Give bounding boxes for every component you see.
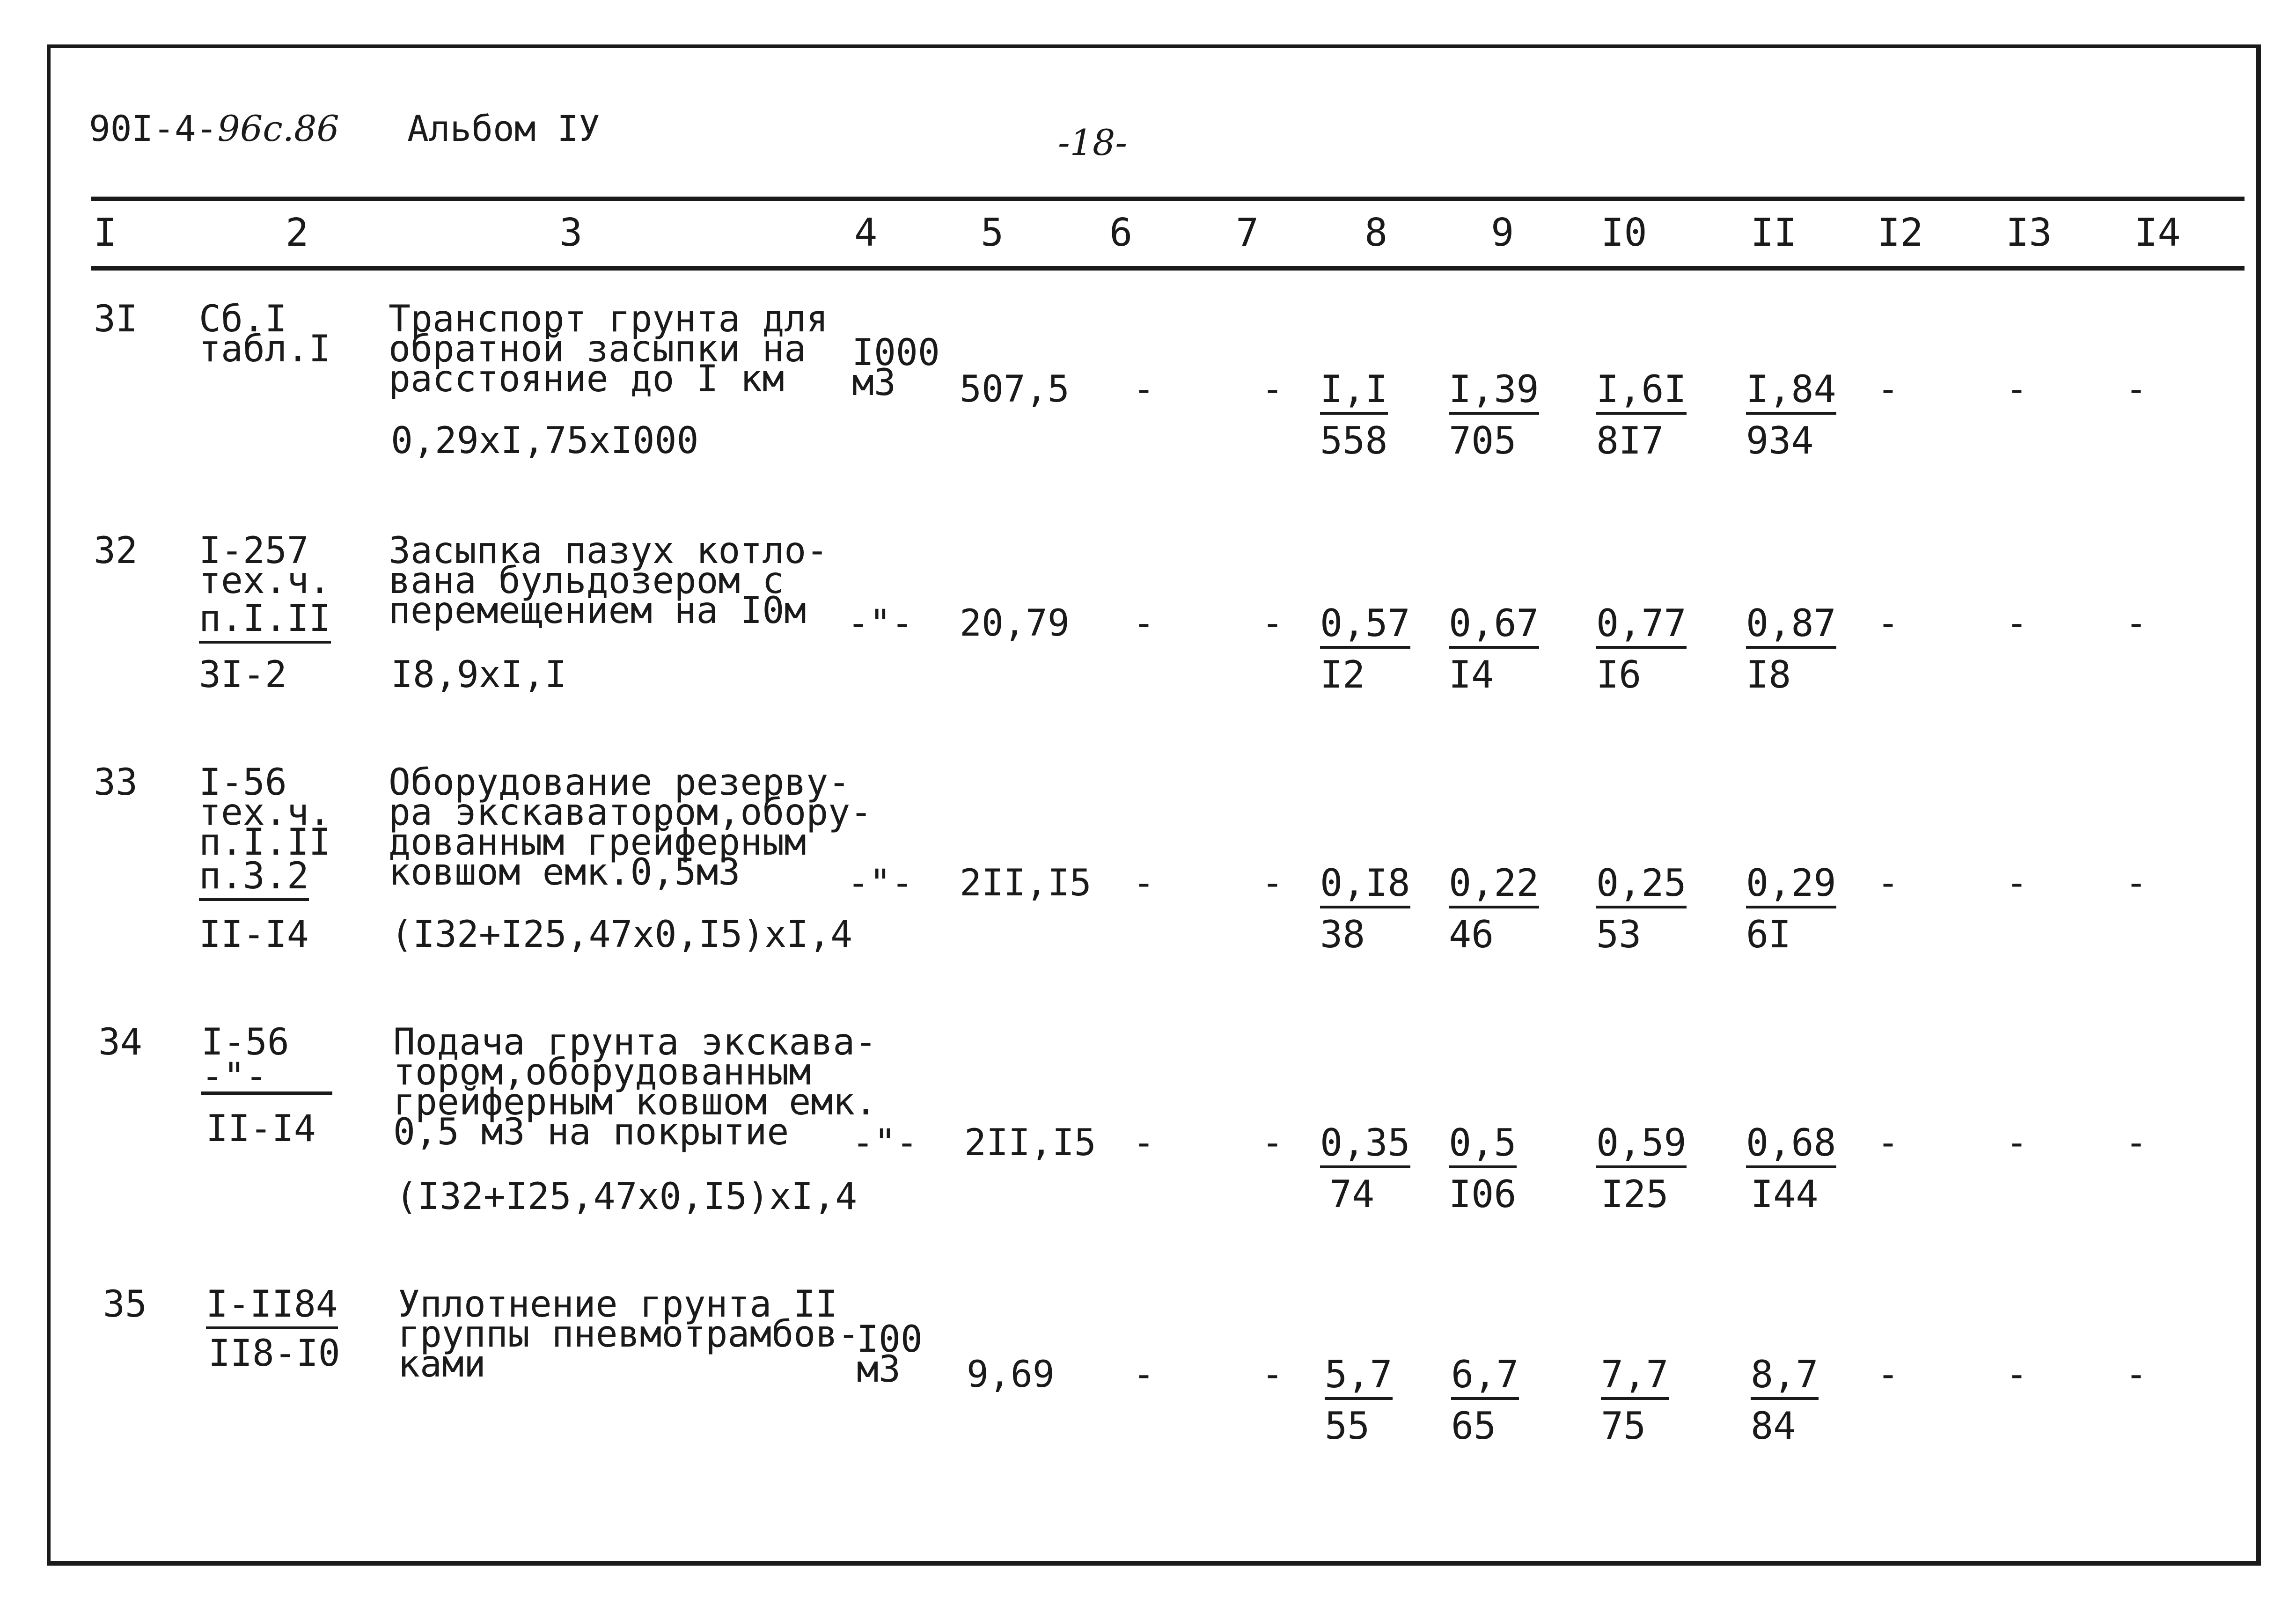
column-header: 9: [1491, 211, 1514, 255]
quantity: 2II,I5: [964, 1122, 1096, 1164]
column-header: II: [1751, 211, 1797, 255]
price-cost: I44: [1751, 1172, 1819, 1216]
header-rule-top: [91, 197, 2245, 201]
dash: -: [1133, 1122, 1155, 1164]
quantity: 2II,I5: [960, 862, 1092, 904]
norm-reference-underlined: п.3.2: [199, 855, 309, 901]
price-rate: 0,67: [1449, 601, 1539, 649]
norm-reference-bottom: II8-I0: [208, 1333, 340, 1375]
norm-reference-underlined: -"-: [201, 1055, 267, 1098]
dash: -: [2006, 862, 2028, 904]
column-header: 2: [286, 211, 309, 255]
price-cost: 6I: [1746, 913, 1791, 956]
norm-reference: тех.ч.: [199, 791, 331, 834]
dash: -: [2125, 1354, 2147, 1396]
price-cost: 558: [1320, 419, 1388, 462]
work-description: дованным грейферным: [389, 821, 807, 864]
quantity: 20,79: [960, 602, 1070, 645]
dash: -: [1877, 368, 1899, 410]
price-cost: I2: [1320, 653, 1365, 696]
work-description: Оборудование резерву-: [389, 762, 851, 804]
norm-reference-bottom: 3I-2: [199, 654, 287, 696]
price-cost: 55: [1325, 1404, 1370, 1448]
price-cost: 65: [1451, 1404, 1496, 1448]
unit: I000: [852, 332, 940, 374]
price-cost: 75: [1601, 1404, 1646, 1448]
price-cost: 53: [1596, 913, 1642, 956]
dash: -: [2006, 1354, 2028, 1396]
work-description: вана бульдозером с: [389, 560, 785, 602]
price-cost: 8I7: [1596, 419, 1664, 462]
dash: -: [1133, 602, 1155, 645]
price-cost: I4: [1449, 653, 1494, 696]
price-rate: 0,25: [1596, 861, 1687, 908]
price-cost: I8: [1746, 653, 1791, 696]
dash: -: [1133, 862, 1155, 904]
price-rate: 0,87: [1746, 601, 1836, 649]
price-rate: 0,77: [1596, 601, 1687, 649]
column-header: I4: [2135, 211, 2181, 255]
quantity: 9,69: [967, 1354, 1055, 1396]
column-header: I0: [1601, 211, 1647, 255]
quantity: 507,5: [960, 368, 1070, 410]
price-cost: 84: [1751, 1404, 1796, 1448]
price-rate: 0,I8: [1320, 861, 1410, 908]
norm-reference: Сб.I: [199, 298, 287, 340]
unit: м3: [857, 1348, 901, 1391]
unit: -"-: [847, 602, 913, 645]
column-header: 7: [1236, 211, 1259, 255]
column-header: I: [94, 211, 117, 255]
dash: -: [2125, 862, 2147, 904]
price-cost: 705: [1449, 419, 1517, 462]
column-header: 3: [559, 211, 583, 255]
volume-formula: 0,29xI,75xI000: [391, 420, 699, 462]
work-description: обратной засыпки на: [389, 328, 807, 370]
volume-formula: (I32+I25,47x0,I5)xI,4: [391, 914, 853, 956]
price-cost: I6: [1596, 653, 1642, 696]
price-rate: 0,35: [1320, 1121, 1410, 1168]
unit: -"-: [852, 1122, 918, 1164]
work-description: ками: [398, 1343, 486, 1385]
work-description: Подача грунта экскава-: [393, 1021, 877, 1063]
unit: I00: [857, 1318, 923, 1361]
dash: -: [2125, 368, 2147, 410]
header-rule-bottom: [91, 266, 2245, 271]
dash: -: [1262, 602, 1284, 645]
row-number: 32: [94, 530, 138, 572]
work-description: группы пневмотрамбов-: [398, 1313, 860, 1355]
price-rate: 0,68: [1746, 1121, 1836, 1168]
norm-reference-bottom: II-I4: [199, 914, 309, 956]
work-description: тором,оборудованным: [393, 1051, 811, 1093]
page-number: -18-: [1058, 122, 1128, 163]
dash: -: [1262, 368, 1284, 410]
dash: -: [2006, 1122, 2028, 1164]
dash: -: [1877, 862, 1899, 904]
dash: -: [1262, 1122, 1284, 1164]
price-rate: 0,5: [1449, 1121, 1517, 1168]
work-description: ра экскаватором,обору-: [389, 791, 873, 834]
column-header: 8: [1364, 211, 1388, 255]
norm-reference: I-257: [199, 530, 309, 572]
dash: -: [1133, 1354, 1155, 1396]
unit: -"-: [847, 862, 913, 904]
price-cost: I06: [1449, 1172, 1517, 1216]
price-rate: I,I: [1320, 367, 1388, 415]
row-number: 33: [94, 762, 138, 804]
price-cost: 38: [1320, 913, 1365, 956]
norm-reference: I-56: [199, 762, 287, 804]
dash: -: [1877, 602, 1899, 645]
price-rate: 8,7: [1751, 1353, 1819, 1400]
price-cost: 74: [1329, 1172, 1375, 1216]
norm-reference: табл.I: [199, 328, 331, 370]
dash: -: [2125, 602, 2147, 645]
work-description: Транспорт грунта для: [389, 298, 829, 340]
price-rate: I,6I: [1596, 367, 1687, 415]
dash: -: [1877, 1122, 1899, 1164]
norm-reference: п.I.II: [199, 821, 331, 864]
column-header: 6: [1109, 211, 1133, 255]
price-rate: 0,29: [1746, 861, 1836, 908]
volume-formula: (I32+I25,47x0,I5)xI,4: [396, 1176, 858, 1218]
norm-reference-bottom: II-I4: [206, 1108, 316, 1150]
price-rate: 0,22: [1449, 861, 1539, 908]
price-rate: 6,7: [1451, 1353, 1519, 1400]
dash: -: [2006, 602, 2028, 645]
dash: -: [2006, 368, 2028, 410]
dash: -: [1262, 862, 1284, 904]
price-rate: 5,7: [1325, 1353, 1393, 1400]
volume-formula: I8,9xI,I: [391, 654, 567, 696]
column-header: 4: [854, 211, 878, 255]
price-rate: I,39: [1449, 367, 1539, 415]
price-cost: 46: [1449, 913, 1494, 956]
work-description: грейферным ковшом емк.: [393, 1081, 877, 1123]
doc-code-handwritten: 96с.86: [217, 108, 339, 149]
work-description: Засыпка пазух котло-: [389, 530, 829, 572]
norm-reference: тех.ч.: [199, 560, 331, 602]
work-description: Уплотнение грунта II: [398, 1283, 838, 1326]
price-rate: I,84: [1746, 367, 1836, 415]
norm-reference: I-56: [201, 1021, 289, 1063]
work-description: расстояние до I км: [389, 358, 785, 400]
dash: -: [2125, 1122, 2147, 1164]
dash: -: [1133, 368, 1155, 410]
price-rate: 7,7: [1601, 1353, 1669, 1400]
norm-reference-underlined: п.I.II: [199, 598, 331, 644]
dash: -: [1262, 1354, 1284, 1396]
price-cost: 934: [1746, 419, 1814, 462]
album-label: Альбом IУ: [407, 108, 600, 149]
work-description: перемещением на I0м: [389, 590, 807, 632]
norm-reference-fraction: [201, 1055, 332, 1098]
dash: -: [1877, 1354, 1899, 1396]
column-header: 5: [981, 211, 1004, 255]
row-number: 35: [103, 1283, 147, 1326]
row-number: 3I: [94, 298, 138, 340]
column-header: I3: [2006, 211, 2052, 255]
price-rate: 0,57: [1320, 601, 1410, 649]
unit: м3: [852, 362, 896, 404]
work-description: 0,5 м3 на покрытие: [393, 1111, 789, 1153]
page-frame: [47, 44, 2261, 1566]
column-header: I2: [1877, 211, 1923, 255]
work-description: ковшом емк.0,5м3: [389, 851, 741, 894]
norm-reference-underlined: I-II84: [206, 1283, 338, 1329]
doc-code: 90I-4-96с.86: [89, 108, 339, 149]
row-number: 34: [98, 1021, 142, 1063]
price-rate: 0,59: [1596, 1121, 1687, 1168]
price-cost: I25: [1601, 1172, 1669, 1216]
